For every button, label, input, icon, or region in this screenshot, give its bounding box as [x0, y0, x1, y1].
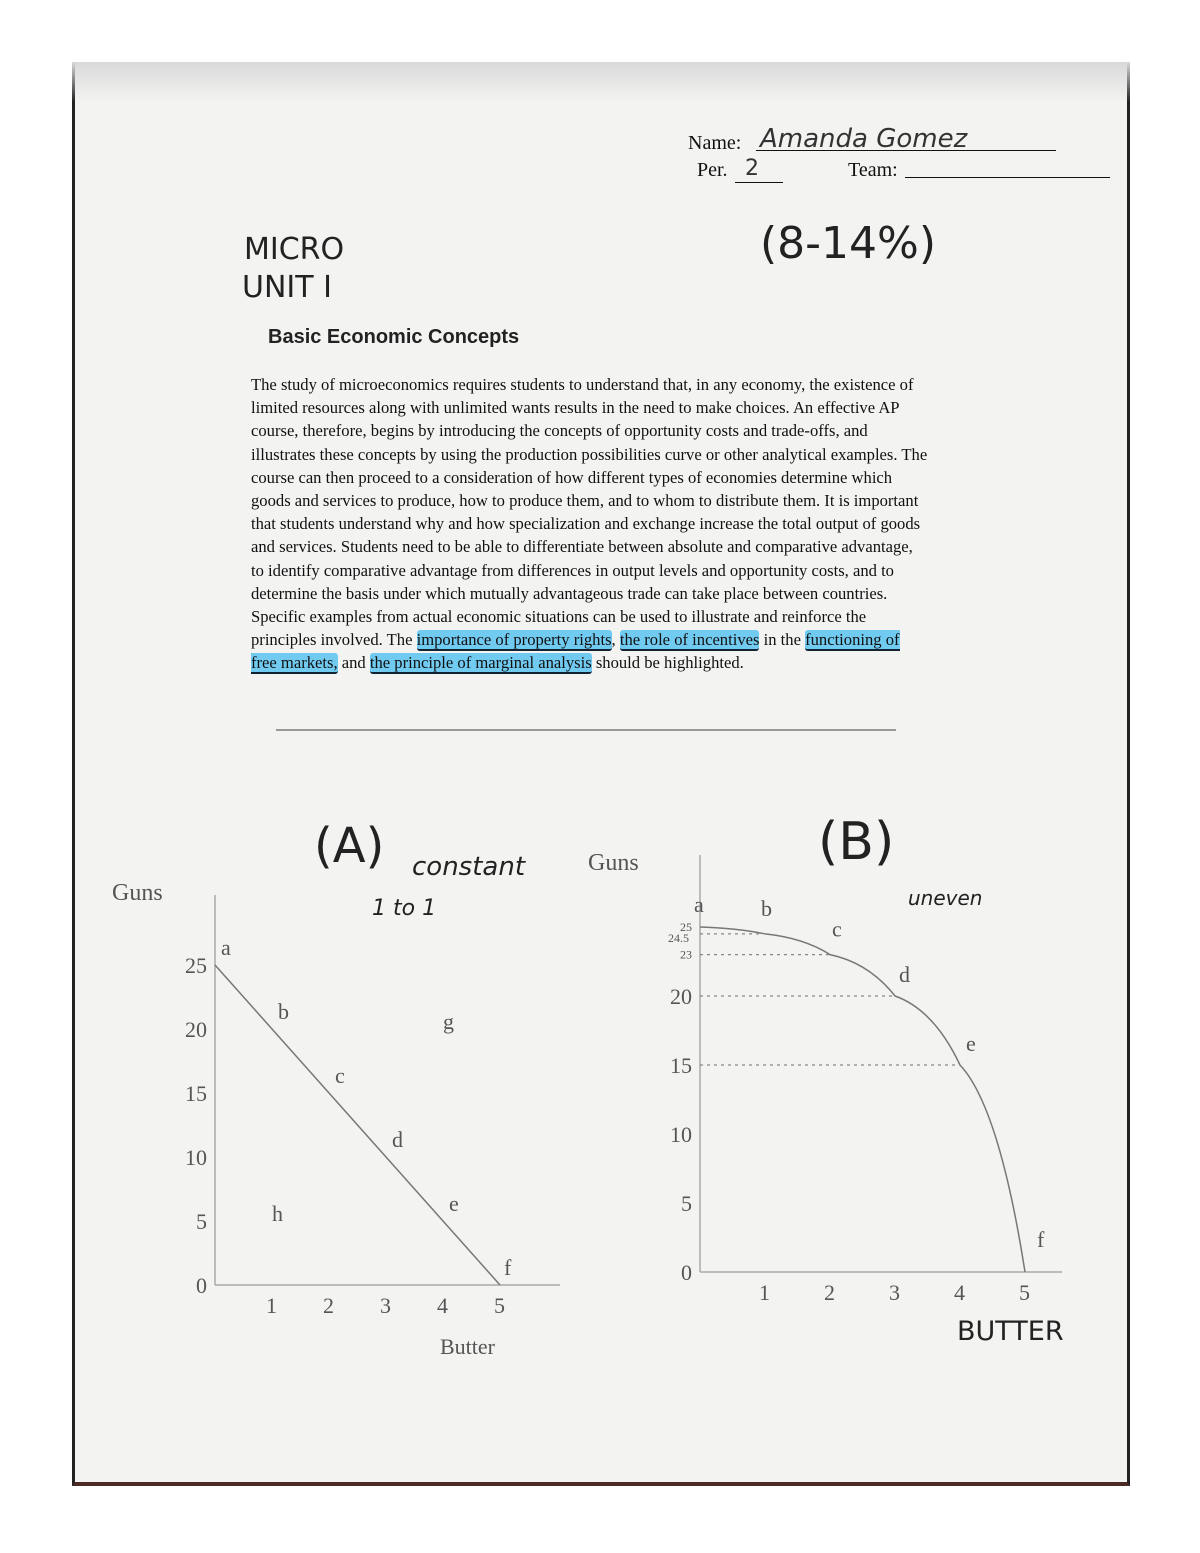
ppc-line: [215, 965, 500, 1285]
paragraph-sep: in the: [759, 630, 806, 650]
point-label-a: a: [694, 892, 704, 917]
point-label-f: f: [1037, 1227, 1045, 1252]
point-label-d: d: [392, 1127, 403, 1152]
y-tick-label: 20: [185, 1017, 207, 1042]
x-axis-label: Butter: [440, 1334, 495, 1359]
ppc-curve: [700, 927, 1025, 1272]
y-tick-label: 5: [196, 1209, 207, 1234]
point-label-b: b: [278, 999, 289, 1024]
paragraph-sep: ,: [611, 630, 620, 650]
x-tick-label: 3: [889, 1280, 900, 1305]
point-label-c: c: [335, 1063, 345, 1088]
paragraph-tail: should be highlighted.: [591, 653, 744, 673]
point-label-c: c: [832, 916, 842, 942]
period-label: Per.: [697, 159, 728, 181]
highlight-incentives: the role of incentives: [619, 630, 760, 650]
x-tick-label: 4: [954, 1280, 965, 1305]
graph-a-label: (A): [314, 818, 385, 874]
point-label-e: e: [966, 1031, 976, 1056]
name-label: Name:: [688, 132, 742, 154]
point-label-e: e: [449, 1191, 459, 1216]
y-tick-label: 10: [185, 1145, 207, 1170]
x-tick-label: 4: [437, 1293, 448, 1318]
y-tick-label: 25: [680, 920, 692, 934]
name-value: Amanda Gomez: [760, 124, 968, 154]
y-tick-label: 0: [681, 1260, 692, 1285]
graph-a-note-ratio: 1 to 1: [372, 896, 437, 921]
unit-note: UNIT I: [242, 270, 332, 305]
point-label-g: g: [443, 1009, 454, 1034]
x-tick-label: 2: [323, 1293, 334, 1318]
y-tick-label: 24.5: [668, 930, 689, 945]
x-tick-label: 2: [824, 1280, 835, 1305]
point-label-a: a: [221, 935, 231, 960]
weight-note: (8-14%): [760, 218, 936, 269]
point-label-f: f: [504, 1255, 512, 1280]
y-tick-label: 0: [196, 1273, 207, 1298]
course-note: MICRO: [244, 232, 345, 267]
highlight-free-markets: functioning of free markets,: [251, 630, 900, 673]
highlight-marginal-analysis: the principle of marginal analysis: [369, 653, 592, 673]
y-tick-label: 23: [680, 947, 692, 962]
graph-b-note: uneven: [908, 886, 983, 910]
section-title: Basic Economic Concepts: [268, 326, 520, 348]
graph-b-label: (B): [818, 812, 895, 872]
y-tick-label: 5: [681, 1191, 692, 1216]
paragraph-sep: and: [337, 653, 370, 673]
team-label: Team:: [848, 159, 898, 181]
point-label-h: h: [272, 1201, 283, 1226]
highlight-property-rights: importance of property rights: [416, 630, 612, 650]
x-tick-label: 5: [1019, 1280, 1030, 1305]
y-tick-label: 15: [670, 1053, 692, 1078]
y-tick-label: 20: [670, 984, 692, 1009]
x-tick-label: 5: [494, 1293, 505, 1318]
y-tick-label: 10: [670, 1122, 692, 1147]
y-tick-label: 25: [185, 953, 207, 978]
y-axis-label: Guns: [112, 880, 163, 906]
x-tick-label: 1: [759, 1280, 770, 1305]
y-axis-label: Guns: [588, 850, 639, 876]
point-label-b: b: [761, 895, 772, 921]
y-tick-label: 15: [185, 1081, 207, 1106]
graph-b-xlabel: BUTTER: [957, 1316, 1064, 1347]
paragraph-text: The study of microeconomics requires students to understand that, in any economy, the existence of limited resources along with unlimited wants results in the need to make choices. An effective AP course, therefore, begins by introducing the concepts of opportunity costs and trade-offs, and illustrates these concepts by using the production possibilities curve or other analytical examples. The course can then proceed to a consideration of how different types of economies determine which goods and services to produce, how to produce them, and to whom to distribute them. It is important that students understand why and how specialization and exchange increase the total output of goods and services. Students need to be able to differentiate between absolute and comparative advantage, to identify comparative advantage from differences in output levels and opportunity costs, and to determine the basis under which mutually advantageous trade can take place between countries. Specific examples from actual economic situations can be used to illustrate and reinforce the principles involved. The: [251, 375, 928, 650]
x-tick-label: 3: [380, 1293, 391, 1318]
period-value: 2: [745, 156, 759, 181]
graph-a-note-constant: constant: [412, 852, 526, 882]
point-label-d: d: [899, 962, 910, 987]
x-tick-label: 1: [266, 1293, 277, 1318]
